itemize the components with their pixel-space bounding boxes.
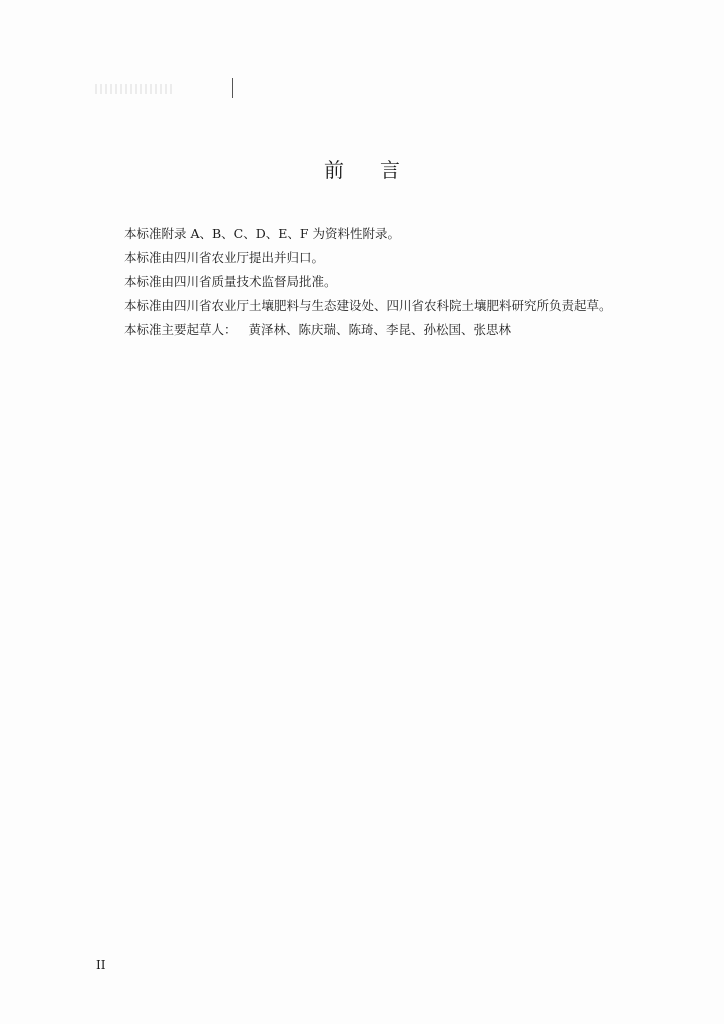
- heading-char-2: 言: [380, 158, 400, 182]
- scan-line-mark: [232, 78, 233, 98]
- paragraph-proposer: 本标准由四川省农业厅提出并归口。: [124, 250, 325, 265]
- page-heading: [0, 154, 724, 183]
- drafters-names: 黄泽林、陈庆瑞、陈琦、李昆、孙松国、张思林: [248, 322, 512, 337]
- page-number: II: [96, 958, 106, 972]
- heading-char-1: 前: [324, 158, 344, 182]
- foreword-body: [124, 222, 664, 342]
- scan-artifact: [95, 84, 175, 94]
- paragraph-approver: 本标准由四川省质量技术监督局批准。: [124, 274, 337, 289]
- paragraph-drafters: [124, 318, 664, 342]
- paragraph-drafting-org: 本标准由四川省农业厅土壤肥料与生态建设处、四川省农科院土壤肥料研究所负责起草。: [124, 298, 612, 313]
- paragraph-appendix: 本标准附录 A、B、C、D、E、F 为资料性附录。: [124, 226, 401, 241]
- drafters-label: 本标准主要起草人：: [124, 322, 237, 337]
